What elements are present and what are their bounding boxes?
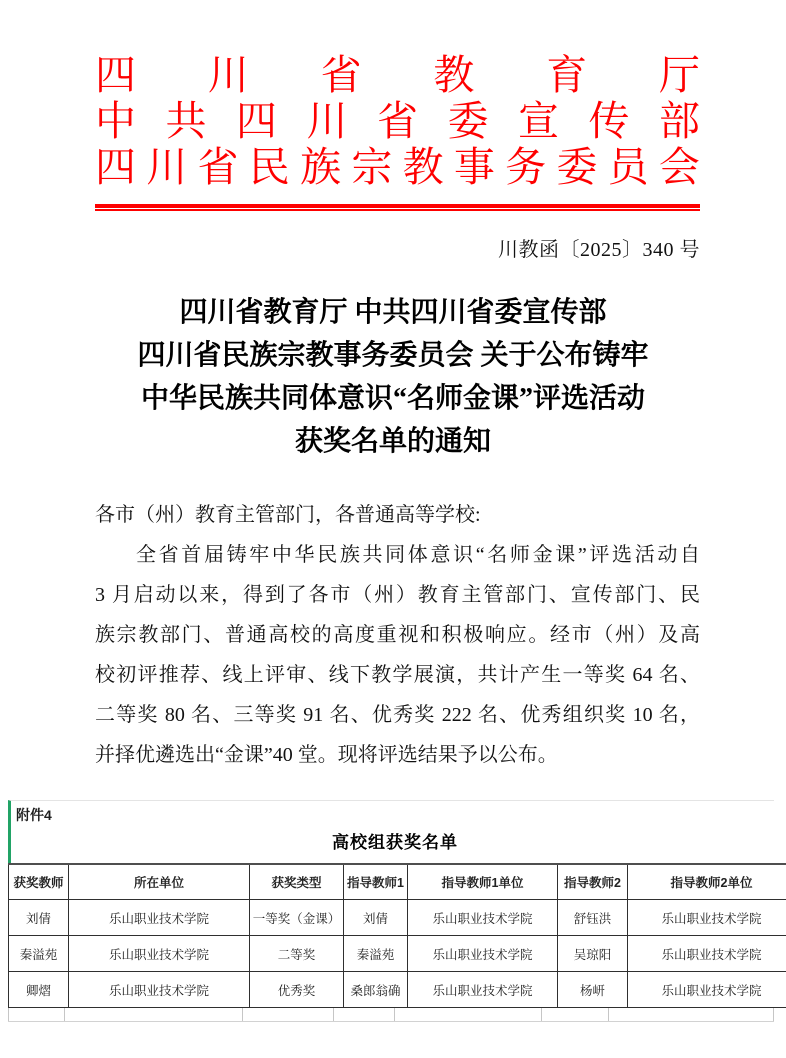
red-divider-line (95, 204, 700, 211)
letterhead-line-1 (95, 52, 700, 98)
table-cell: 乐山职业技术学院 (69, 972, 250, 1008)
table-cell: 吴琼阳 (558, 936, 628, 972)
letterhead-char: 传 (588, 98, 630, 144)
letterhead-char: 教 (433, 52, 475, 98)
title-line: 四川省教育厅 中共四川省委宣传部 (179, 297, 607, 328)
body-line: 二等奖 80 名、三等奖 91 名、优秀奖 222 名、优秀组织奖 10 名， (95, 704, 700, 726)
letterhead-char: 川 (306, 98, 348, 144)
column-header: 获奖教师 (9, 864, 69, 900)
letterhead-char: 四 (95, 144, 136, 190)
title-line: 获奖名单的通知 (294, 426, 491, 457)
letterhead-char: 中 (95, 98, 136, 144)
table-cell: 乐山职业技术学院 (628, 972, 786, 1008)
body-line: 族宗教部门、普通高校的高度重视和积极响应。经市（州）及高 (95, 624, 700, 646)
letterhead-char: 部 (659, 98, 700, 144)
letterhead-char: 务 (505, 144, 547, 190)
letterhead-char: 共 (165, 98, 207, 144)
award-table (8, 863, 786, 1008)
title-line: 四川省民族宗教事务委员会 关于公布铸牢 (137, 340, 649, 371)
table-row (9, 936, 786, 972)
table-cell: 二等奖 (250, 936, 344, 972)
table-cell: 刘倩 (344, 900, 408, 936)
table-cell: 桑郎翁确 (344, 972, 408, 1008)
table-cell: 乐山职业技术学院 (408, 936, 558, 972)
table-cell: 乐山职业技术学院 (69, 900, 250, 936)
column-header: 指导教师2 (558, 864, 628, 900)
attachment-table-title: 高校组获奖名单 (332, 833, 458, 852)
letterhead-char: 宣 (518, 98, 559, 144)
letterhead-char: 委 (556, 144, 598, 190)
letterhead-char: 宗 (351, 144, 393, 190)
table-cell: 刘倩 (9, 900, 69, 936)
table-row (9, 972, 786, 1008)
document-title (0, 291, 786, 463)
cutoff-cell (8, 1008, 65, 1021)
table-cell: 优秀奖 (250, 972, 344, 1008)
body-line: 校初评推荐、线上评审、线下教学展演，共计产生一等奖 64 名、 (95, 664, 700, 686)
attachment-header (8, 800, 774, 863)
cutoff-cell (542, 1008, 609, 1021)
letterhead-char: 委 (447, 98, 489, 144)
table-cell: 舒钰洪 (558, 900, 628, 936)
cutoff-next-row (8, 1008, 774, 1022)
column-header: 指导教师2单位 (628, 864, 786, 900)
title-line: 中华民族共同体意识“名师金课”评选活动 (140, 383, 645, 414)
cutoff-cell (609, 1008, 774, 1021)
column-header: 指导教师1 (344, 864, 408, 900)
table-cell: 秦溢苑 (9, 936, 69, 972)
cutoff-cell (334, 1008, 395, 1021)
letterhead-char: 厅 (658, 52, 700, 98)
body-line: 全省首届铸牢中华民族共同体意识“名师金课”评选活动自 (136, 544, 700, 566)
letterhead-char: 员 (607, 144, 649, 190)
letterhead-char: 民 (248, 144, 290, 190)
body-line: 3 月启动以来，得到了各市（州）教育主管部门、宣传部门、民 (95, 584, 700, 606)
letterhead-char: 族 (300, 144, 342, 190)
table-cell: 乐山职业技术学院 (628, 936, 786, 972)
table-cell: 乐山职业技术学院 (408, 972, 558, 1008)
letterhead-line-3 (95, 144, 700, 190)
attachment-section (8, 800, 774, 1022)
column-header: 所在单位 (69, 864, 250, 900)
table-cell: 乐山职业技术学院 (69, 936, 250, 972)
letterhead-char: 教 (402, 144, 444, 190)
table-cell: 卿熠 (9, 972, 69, 1008)
table-row (9, 900, 786, 936)
table-cell: 乐山职业技术学院 (628, 900, 786, 936)
cutoff-cell (243, 1008, 334, 1021)
cutoff-cell (395, 1008, 542, 1021)
letterhead-char: 省 (197, 144, 239, 190)
letterhead-char: 四 (236, 98, 277, 144)
letterhead-char: 省 (377, 98, 418, 144)
body-line: 并择优遴选出“金课”40 堂。现将评选结果予以公布。 (95, 744, 558, 766)
letterhead (95, 52, 700, 190)
letterhead-char: 育 (546, 52, 588, 98)
table-header-row (9, 864, 786, 900)
table-cell: 秦溢苑 (344, 936, 408, 972)
document-number: 川教函〔2025〕340 号 (498, 239, 700, 261)
letterhead-char: 省 (320, 52, 362, 98)
table-cell: 杨岍 (558, 972, 628, 1008)
table-cell: 乐山职业技术学院 (408, 900, 558, 936)
column-header: 指导教师1单位 (408, 864, 558, 900)
document-body (95, 495, 700, 775)
column-header: 获奖类型 (250, 864, 344, 900)
letterhead-char: 事 (453, 144, 495, 190)
letterhead-line-2 (95, 98, 700, 144)
body-salutation: 各市（州）教育主管部门，各普通高等学校: (95, 504, 481, 526)
letterhead-char: 川 (207, 52, 249, 98)
attachment-label: 附件4 (16, 807, 52, 823)
letterhead-char: 四 (95, 52, 136, 98)
cutoff-cell (65, 1008, 243, 1021)
table-cell: 一等奖（金课） (250, 900, 344, 936)
letterhead-char: 川 (146, 144, 188, 190)
letterhead-char: 会 (658, 144, 700, 190)
